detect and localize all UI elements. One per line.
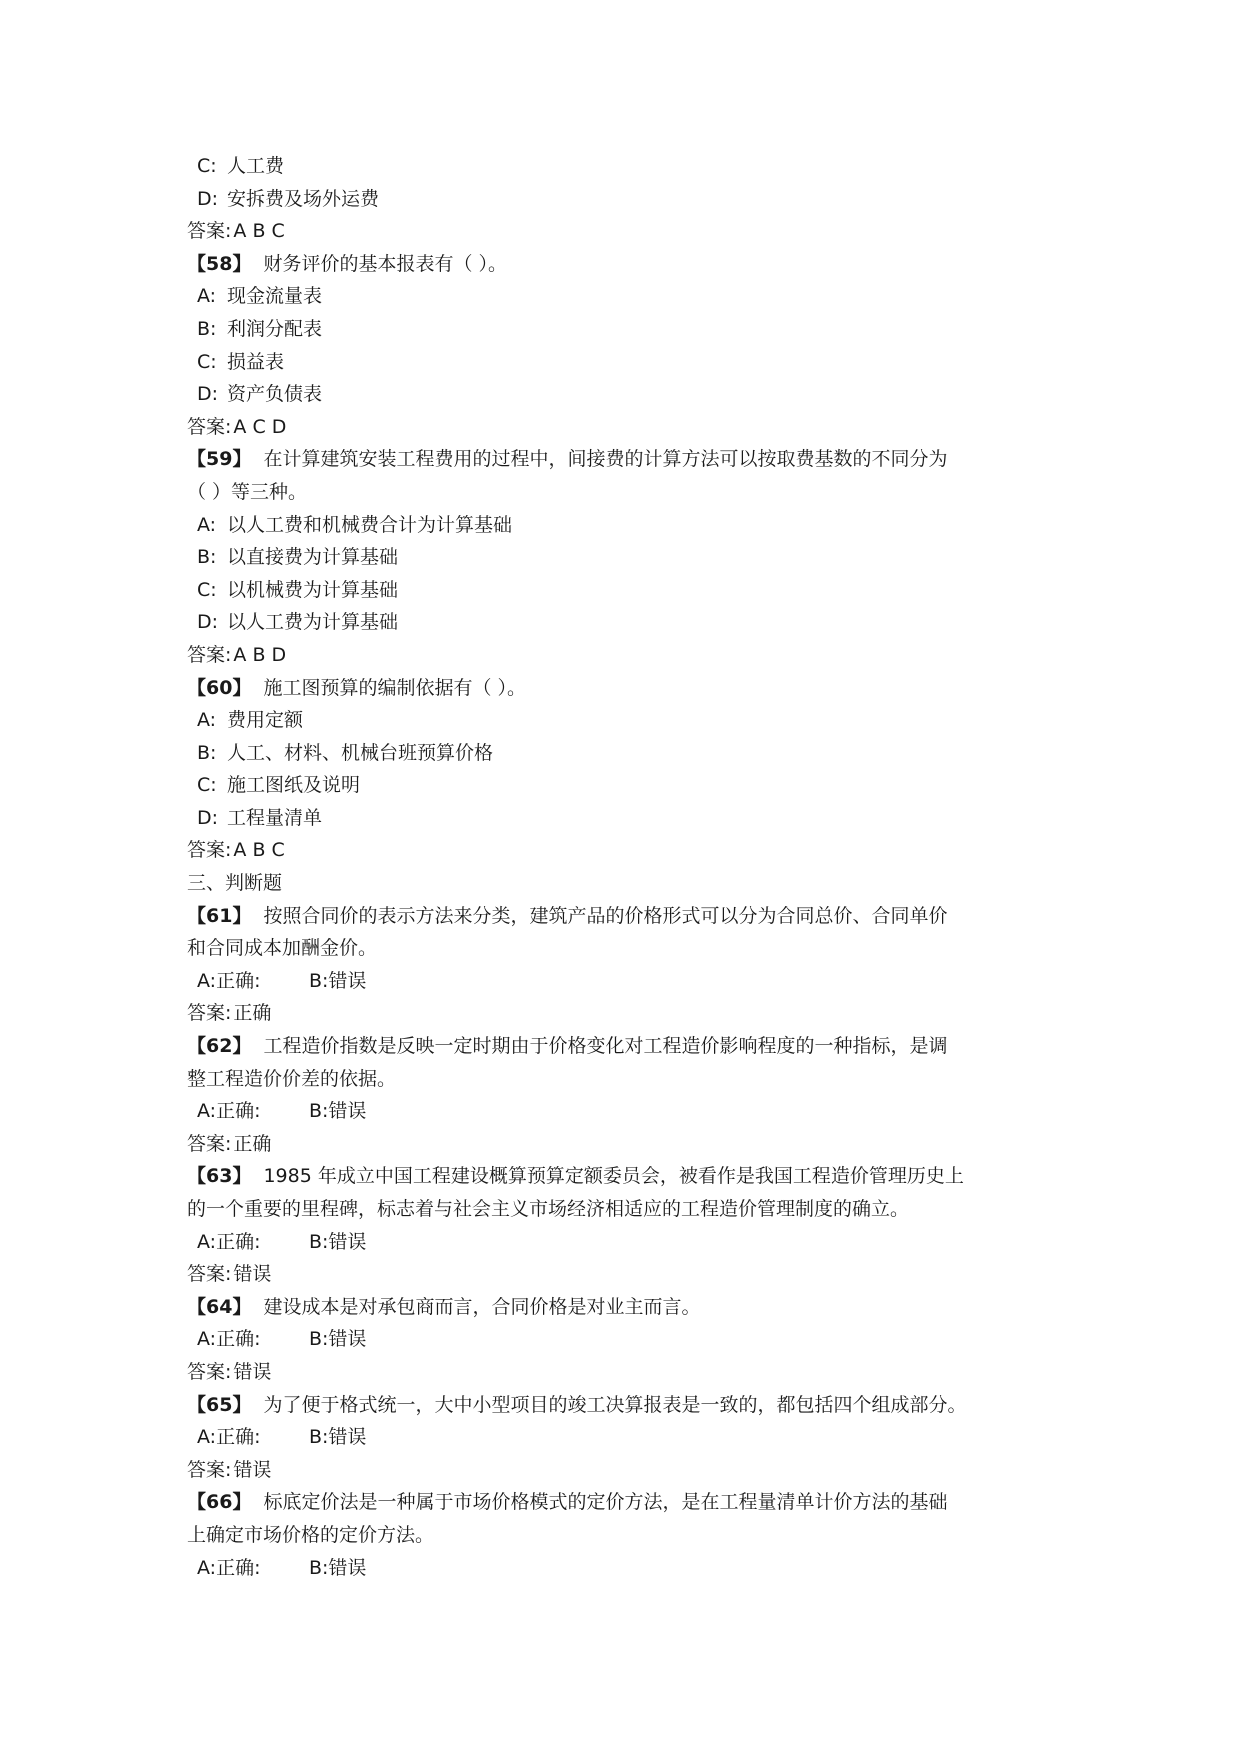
answer-line: [187, 1356, 1067, 1389]
question-line: [187, 443, 1067, 476]
option-true: A:正确:: [197, 1328, 261, 1351]
option-text: 费用定额: [227, 709, 304, 732]
question-number: 【65】: [187, 1393, 252, 1416]
option-letter: B:: [197, 741, 217, 764]
option-text: 利润分配表: [227, 317, 323, 340]
option-text: 资产负债表: [227, 383, 323, 406]
question-text: （ ）等三种。: [187, 480, 308, 503]
option-text: 以人工费为计算基础: [227, 611, 399, 634]
answer-line: [187, 834, 1067, 867]
question-line: [187, 1486, 1067, 1519]
answer-label: 答案:: [187, 1132, 232, 1155]
question-text: 和合同成本加酬金价。: [187, 937, 378, 960]
document-page: [187, 150, 1067, 1584]
option-false: B:错误: [309, 1426, 367, 1449]
option-line: [187, 769, 1067, 802]
option-line: [187, 737, 1067, 770]
option-letter: C:: [197, 155, 217, 177]
question-number: 【61】: [187, 904, 252, 927]
option-false: B:错误: [309, 1556, 367, 1579]
question-text: 为了便于格式统一，大中小型项目的竣工决算报表是一致的，都包括四个组成部分。: [263, 1393, 967, 1416]
option-letter: C:: [197, 350, 217, 373]
option-true: A:正确:: [197, 1100, 261, 1123]
option-text: 以人工费和机械费合计为计算基础: [227, 513, 513, 536]
option-letter: A:: [197, 709, 217, 732]
option-letter: D:: [197, 806, 219, 829]
answer-value: 错误: [233, 1458, 272, 1481]
answer-value: 正确: [233, 1132, 272, 1155]
option-line: [187, 704, 1067, 737]
option-letter: C:: [197, 774, 217, 797]
answer-value: 错误: [233, 1263, 272, 1286]
question-number: 【58】: [187, 252, 252, 275]
question-text: 1985 年成立中国工程建设概算预算定额委员会，被看作是我国工程造价管理历史上: [263, 1165, 964, 1188]
option-text: 以机械费为计算基础: [227, 578, 399, 601]
question-text: 工程造价指数是反映一定时期由于价格变化对工程造价影响程度的一种指标，是调: [263, 1035, 948, 1058]
question-text: 上确定市场价格的定价方法。: [187, 1523, 435, 1546]
question-continuation: [187, 1063, 1067, 1096]
question-text: 标底定价法是一种属于市场价格模式的定价方法，是在工程量清单计价方法的基础: [263, 1491, 948, 1514]
option-true: A:正确:: [197, 969, 261, 992]
question-number: 【62】: [187, 1035, 252, 1058]
answer-value: A B C: [233, 220, 285, 243]
question-continuation: [187, 1519, 1067, 1552]
answer-label: 答案:: [187, 220, 232, 243]
question-line: [187, 1389, 1067, 1422]
option-text: 人工、材料、机械台班预算价格: [227, 741, 494, 764]
option-line: [187, 541, 1067, 574]
answer-value: 错误: [233, 1360, 272, 1383]
question-text: 建设成本是对承包商而言，合同价格是对业主而言。: [263, 1295, 701, 1318]
option-text: 施工图纸及说明: [227, 774, 361, 797]
option-line: [187, 150, 1067, 183]
option-line: [187, 378, 1067, 411]
option-letter: A:: [197, 285, 217, 308]
option-text: 现金流量表: [227, 285, 323, 308]
question-continuation: [187, 1193, 1067, 1226]
answer-label: 答案:: [187, 1263, 232, 1286]
answer-line: [187, 1258, 1067, 1291]
true-false-options: [187, 1226, 1067, 1259]
option-text: 工程量清单: [227, 806, 323, 829]
option-letter: D:: [197, 611, 219, 634]
answer-value: A B C: [233, 839, 285, 862]
answer-label: 答案:: [187, 415, 232, 438]
answer-line: [187, 1454, 1067, 1487]
option-line: [187, 183, 1067, 216]
option-letter: B:: [197, 317, 217, 340]
answer-label: 答案:: [187, 1360, 232, 1383]
question-text: 的一个重要的里程碑，标志着与社会主义市场经济相适应的工程造价管理制度的确立。: [187, 1198, 910, 1220]
option-line: [187, 280, 1067, 313]
option-text: 人工费: [227, 155, 285, 177]
section-title: 三、判断题: [187, 872, 283, 895]
true-false-options: [187, 1323, 1067, 1356]
option-false: B:错误: [309, 1328, 367, 1351]
option-line: [187, 509, 1067, 542]
question-continuation: [187, 932, 1067, 965]
question-text: 按照合同价的表示方法来分类，建筑产品的价格形式可以分为合同总价、合同单价: [263, 904, 948, 927]
option-letter: A:: [197, 513, 217, 536]
option-letter: C:: [197, 578, 217, 601]
question-number: 【66】: [187, 1491, 252, 1514]
question-number: 【59】: [187, 448, 252, 471]
question-number: 【63】: [187, 1165, 252, 1188]
answer-line: [187, 215, 1067, 248]
question-continuation: [187, 476, 1067, 509]
option-true: A:正确:: [197, 1230, 261, 1253]
answer-label: 答案:: [187, 839, 232, 862]
question-line: [187, 900, 1067, 933]
true-false-options: [187, 1552, 1067, 1585]
true-false-options: [187, 1421, 1067, 1454]
question-text: 在计算建筑安装工程费用的过程中，间接费的计算方法可以按取费基数的不同分为: [263, 448, 948, 471]
option-false: B:错误: [309, 1230, 367, 1253]
question-line: [187, 1291, 1067, 1324]
answer-label: 答案:: [187, 643, 232, 666]
question-text: 整工程造价价差的依据。: [187, 1067, 397, 1090]
option-text: 损益表: [227, 350, 285, 373]
option-line: [187, 574, 1067, 607]
option-true: A:正确:: [197, 1426, 261, 1449]
answer-line: [187, 411, 1067, 444]
option-letter: D:: [197, 187, 219, 210]
question-number: 【60】: [187, 676, 252, 699]
question-line: [187, 1160, 1067, 1193]
option-line: [187, 313, 1067, 346]
option-letter: B:: [197, 546, 217, 569]
option-letter: D:: [197, 383, 219, 406]
option-true: A:正确:: [197, 1556, 261, 1579]
question-line: [187, 248, 1067, 281]
option-line: [187, 606, 1067, 639]
question-text: 财务评价的基本报表有（ ）。: [263, 252, 507, 275]
section-heading: [187, 867, 1067, 900]
question-line: [187, 672, 1067, 705]
option-text: 安拆费及场外运费: [227, 187, 380, 210]
question-number: 【64】: [187, 1295, 252, 1318]
answer-value: 正确: [233, 1002, 272, 1025]
option-line: [187, 802, 1067, 835]
answer-value: A C D: [233, 415, 287, 438]
option-false: B:错误: [309, 969, 367, 992]
answer-line: [187, 639, 1067, 672]
true-false-options: [187, 965, 1067, 998]
answer-value: A B D: [233, 643, 287, 666]
true-false-options: [187, 1095, 1067, 1128]
question-text: 施工图预算的编制依据有（ ）。: [263, 676, 526, 699]
answer-line: [187, 997, 1067, 1030]
option-text: 以直接费为计算基础: [227, 546, 399, 569]
option-false: B:错误: [309, 1100, 367, 1123]
question-line: [187, 1030, 1067, 1063]
option-line: [187, 346, 1067, 379]
answer-line: [187, 1128, 1067, 1161]
answer-label: 答案:: [187, 1458, 232, 1481]
answer-label: 答案:: [187, 1002, 232, 1025]
